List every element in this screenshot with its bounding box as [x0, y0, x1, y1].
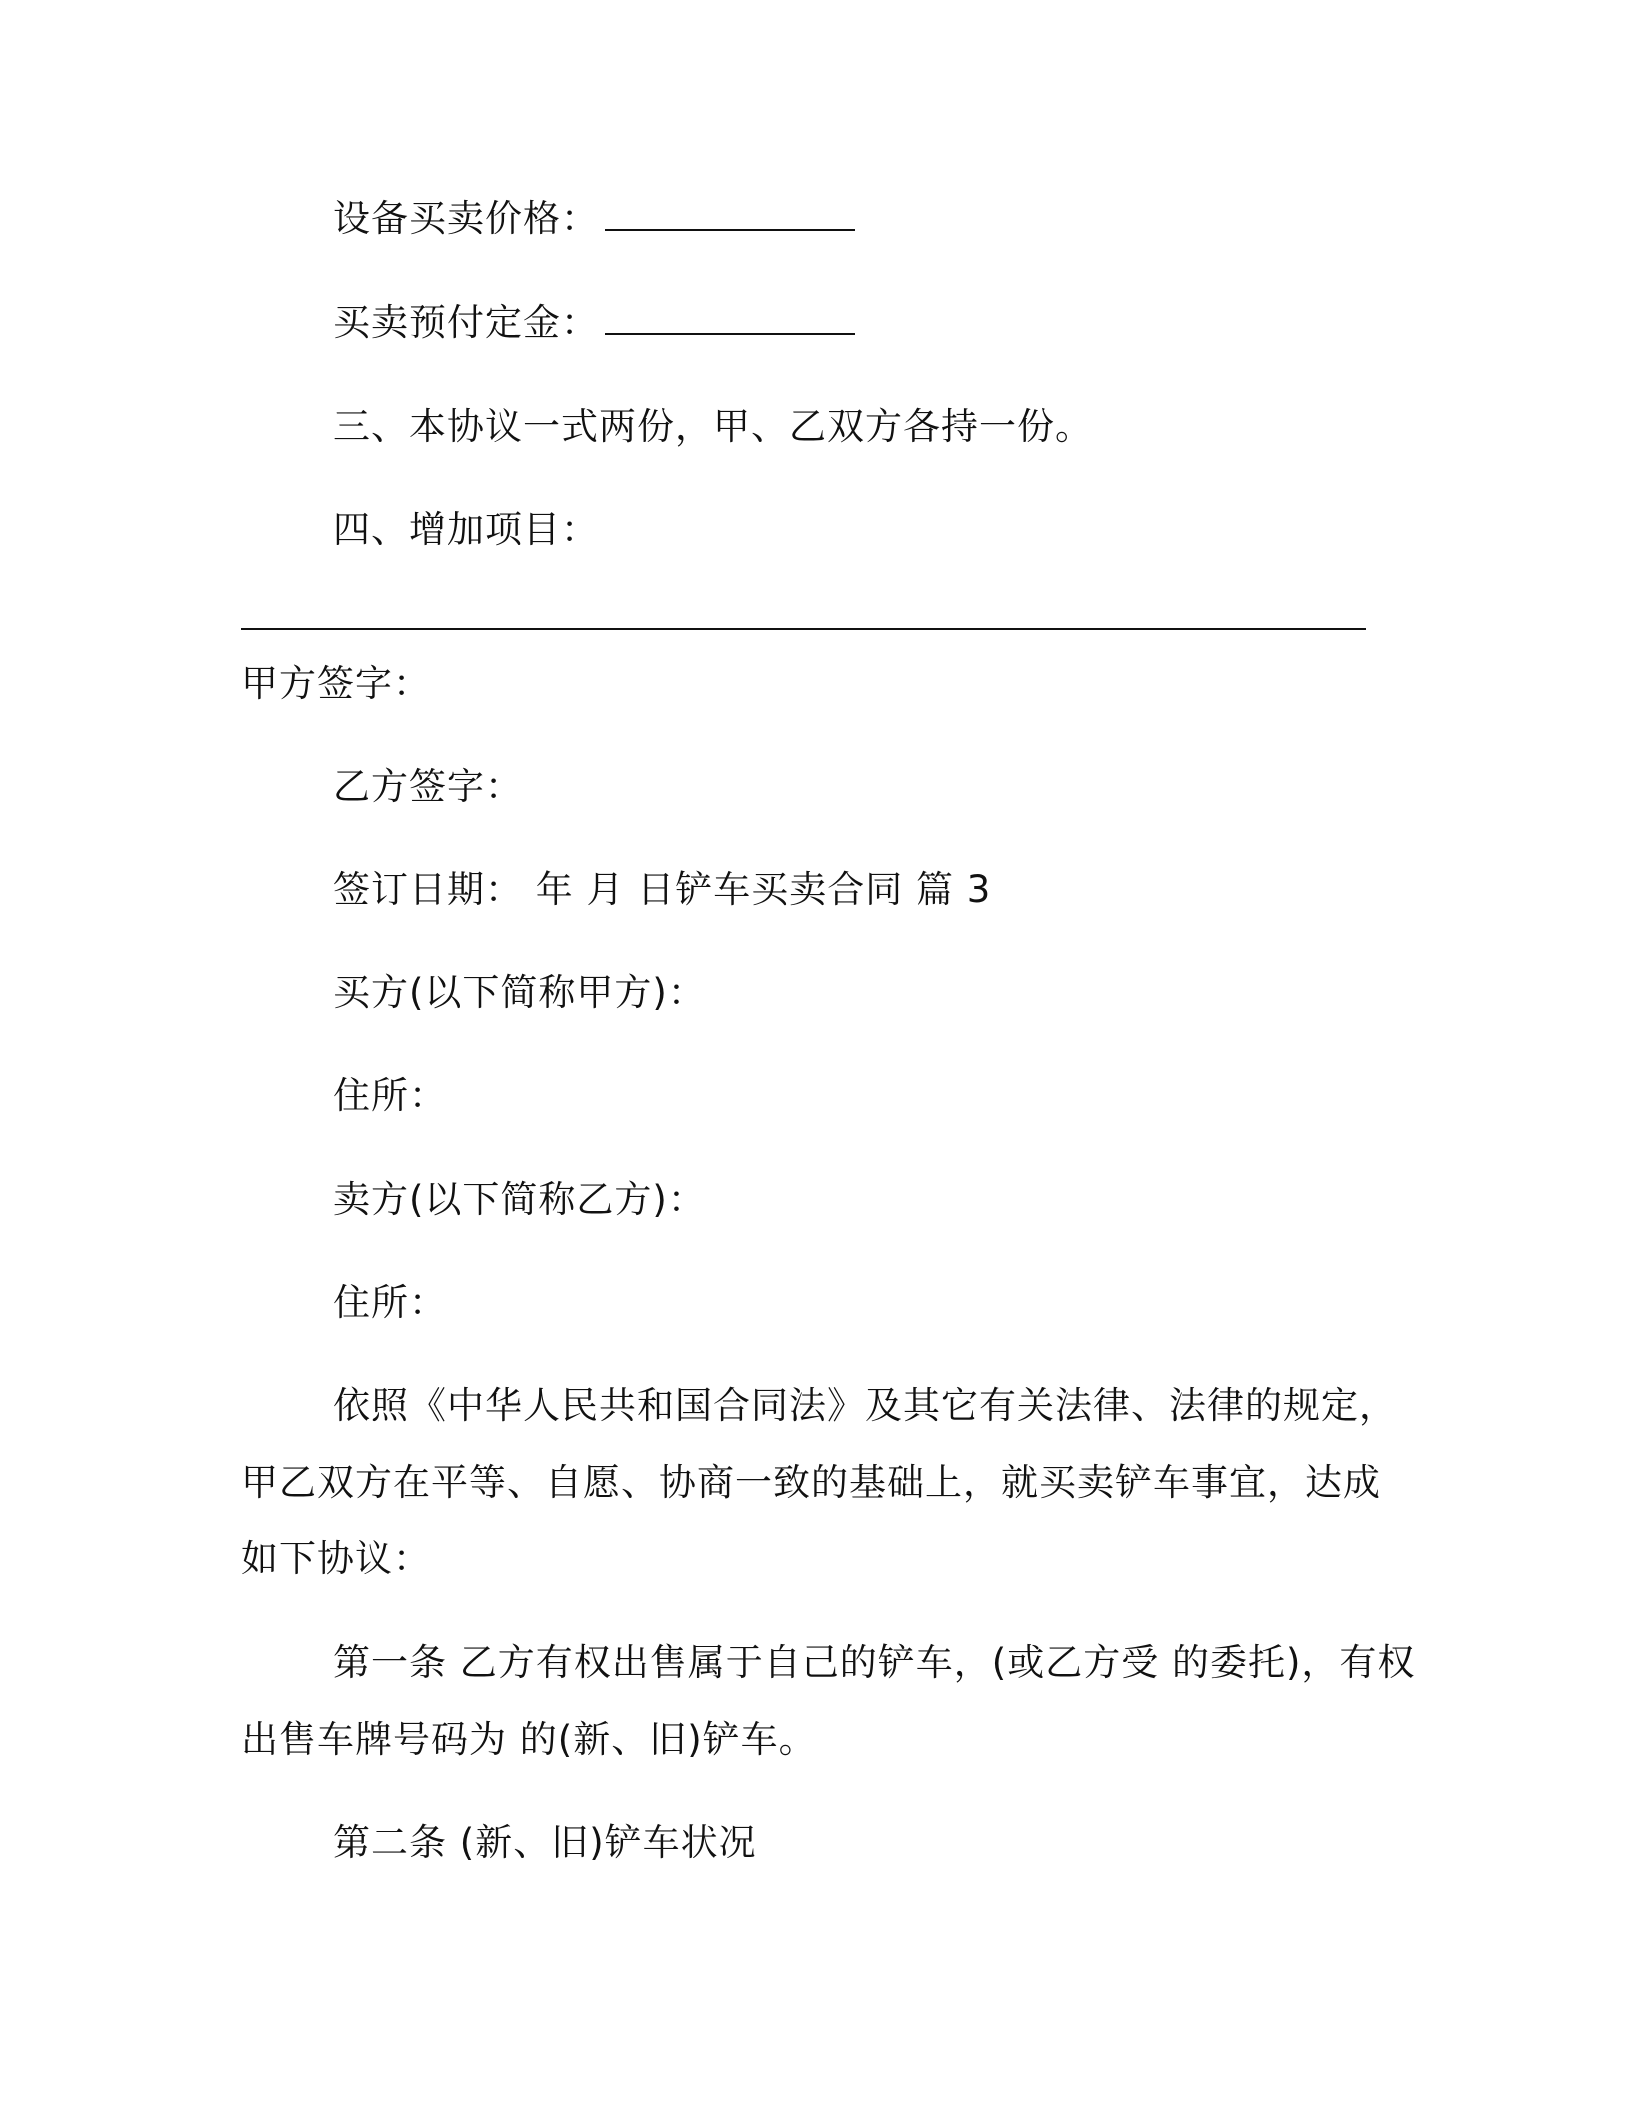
buyer-address: 住所： — [333, 1074, 447, 1117]
intro-paragraph-line-1: 依照《中华人民共和国合同法》及其它有关法律、法律的规定， — [333, 1384, 1397, 1427]
buyer-line: 买方(以下简称甲方)： — [333, 971, 706, 1014]
deposit-field — [333, 299, 855, 347]
party-a-signature: 甲方签字： — [241, 662, 431, 705]
article-two: 第二条 (新、旧)铲车状况 — [333, 1821, 757, 1864]
party-b-signature: 乙方签字： — [333, 765, 523, 808]
article-one-line-2: 出售车牌号码为 的(新、旧)铲车。 — [241, 1718, 817, 1761]
price-blank — [605, 199, 855, 231]
deposit-blank — [605, 303, 855, 335]
intro-paragraph-line-2: 甲乙双方在平等、自愿、协商一致的基础上，就买卖铲车事宜，达成 — [241, 1461, 1381, 1504]
article-one-line-1: 第一条 乙方有权出售属于自己的铲车，(或乙方受 的委托)，有权 — [333, 1641, 1416, 1684]
deposit-label: 买卖预付定金： — [333, 301, 599, 344]
sign-date: 签订日期： 年 月 日铲车买卖合同 篇 3 — [333, 868, 992, 911]
seller-line: 卖方(以下简称乙方)： — [333, 1178, 706, 1221]
clause-four: 四、增加项目： — [333, 508, 599, 551]
additional-items-rule — [241, 628, 1366, 630]
intro-paragraph-line-3: 如下协议： — [241, 1537, 431, 1580]
price-field — [333, 195, 855, 243]
clause-three: 三、本协议一式两份，甲、乙双方各持一份。 — [333, 405, 1093, 448]
seller-address: 住所： — [333, 1281, 447, 1324]
price-label: 设备买卖价格： — [333, 197, 599, 240]
